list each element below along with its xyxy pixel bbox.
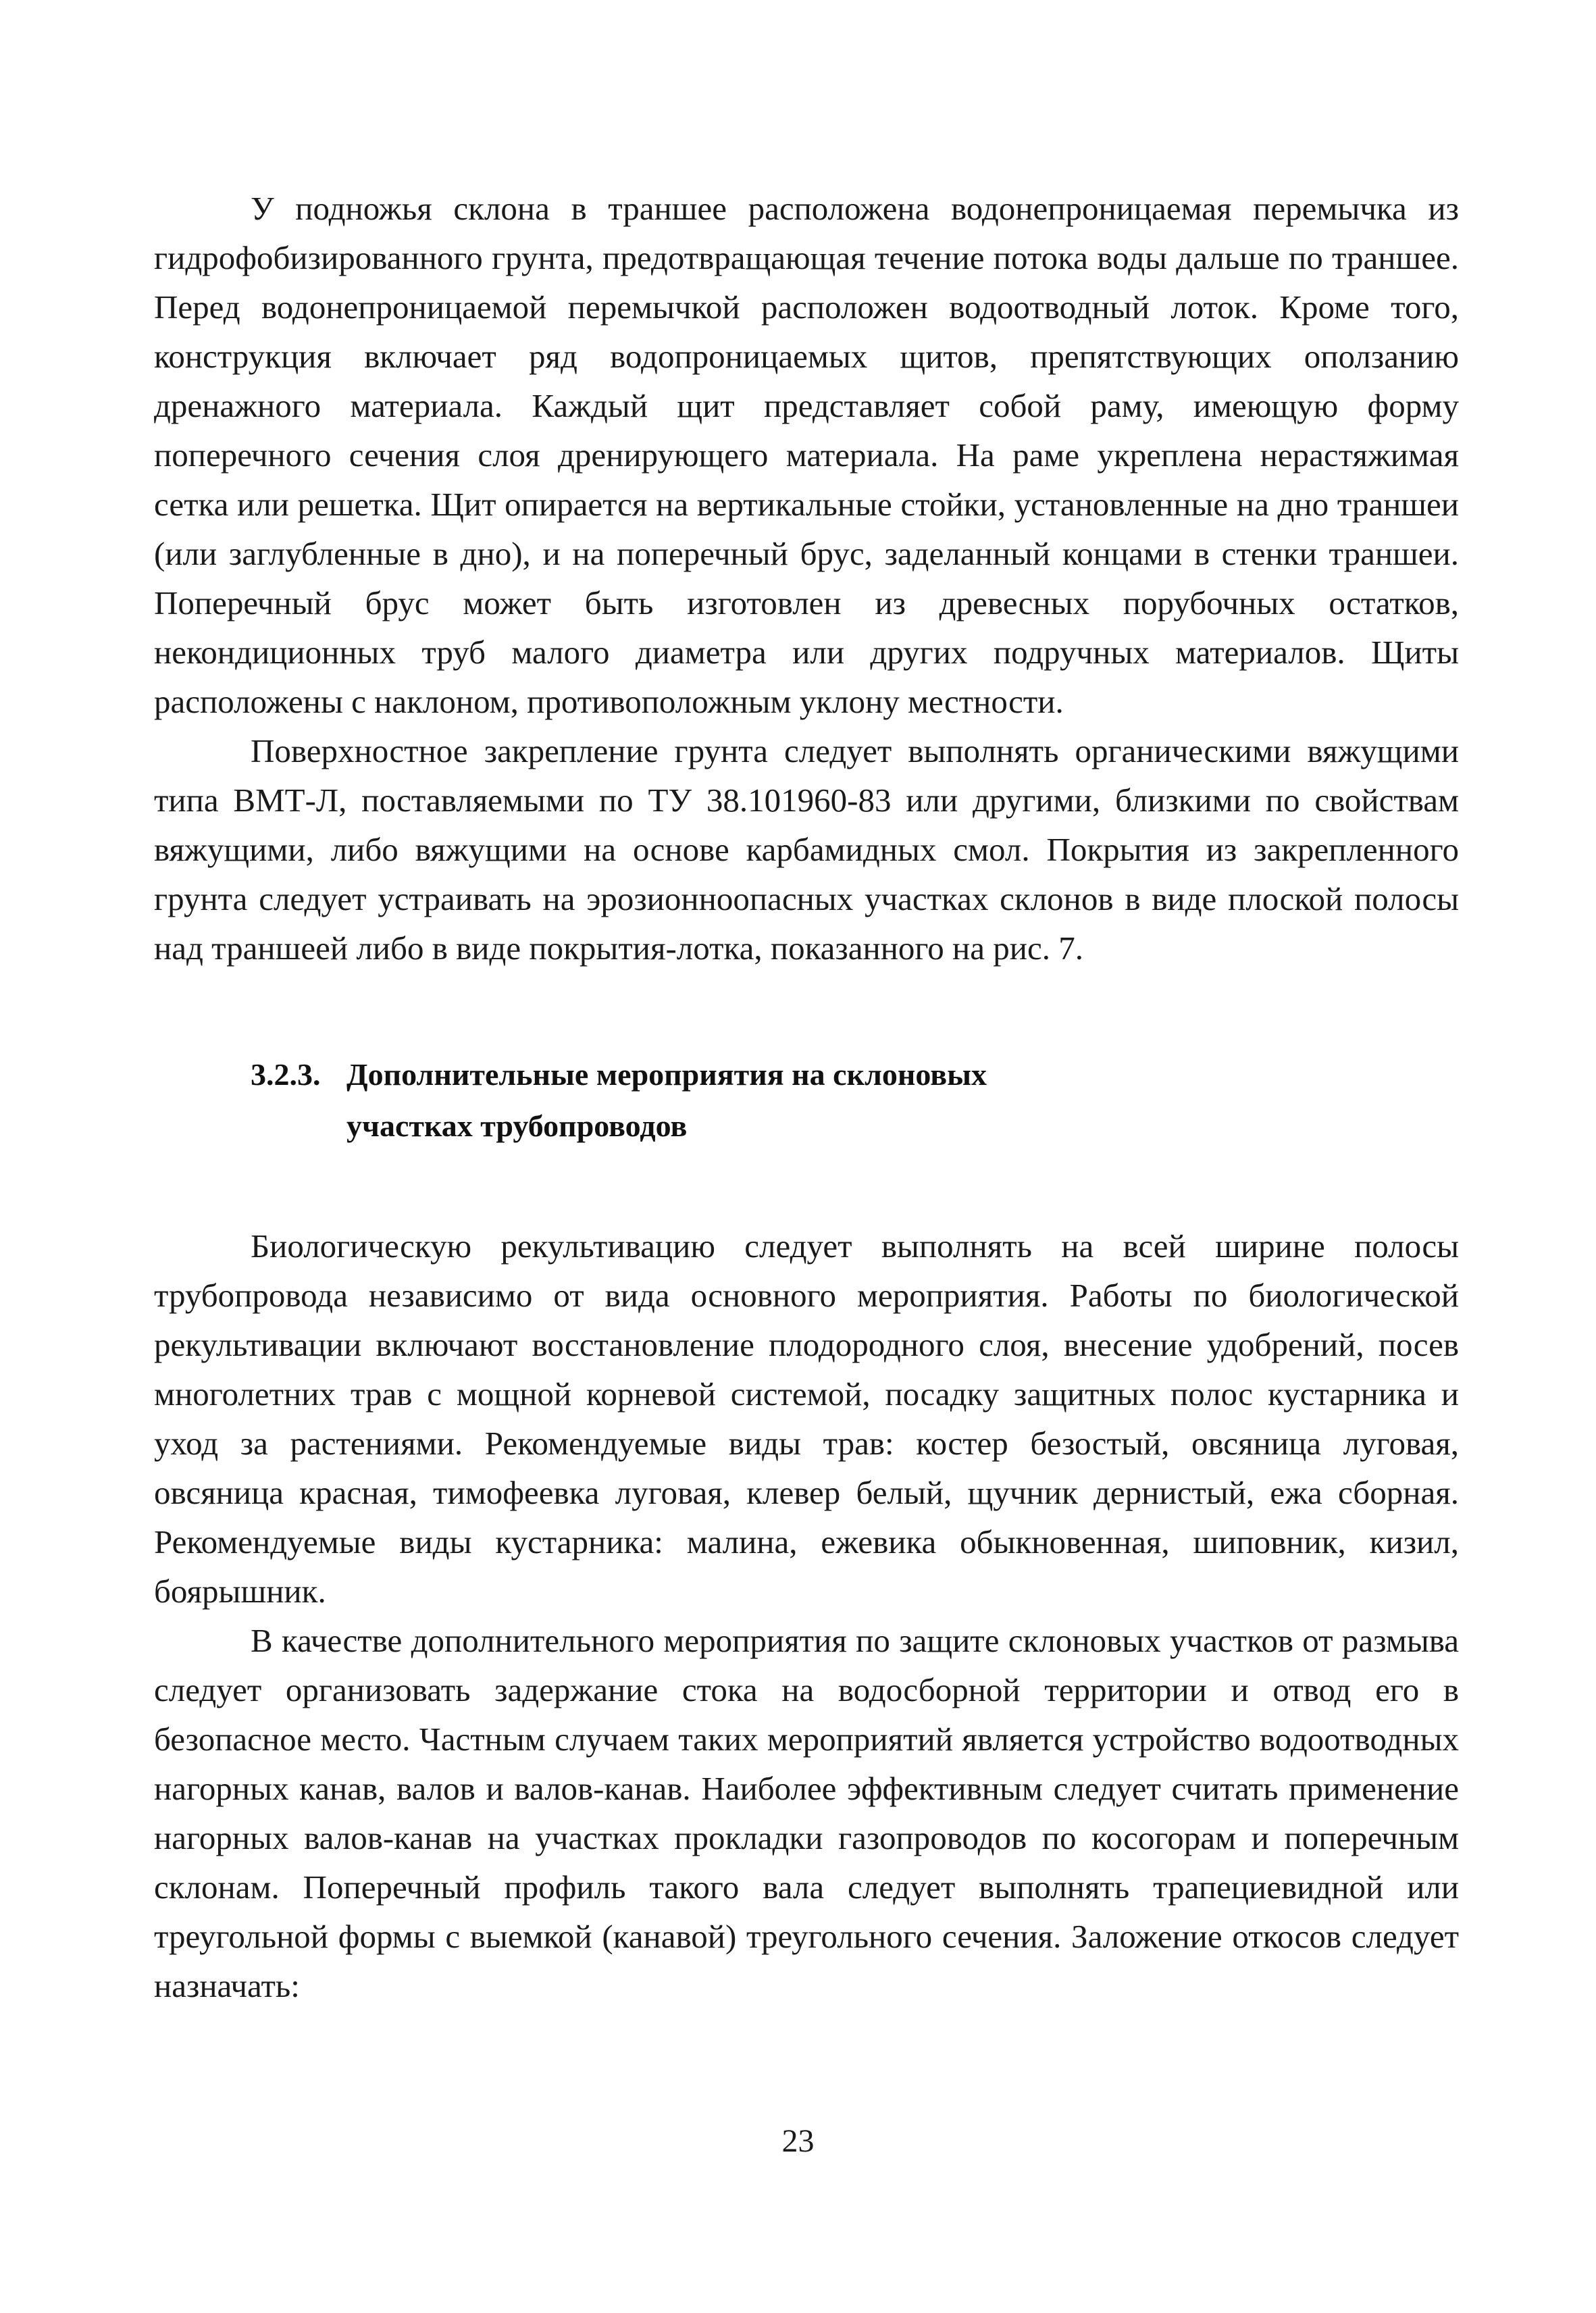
section-heading-line1: Дополнительные мероприятия на склоновых bbox=[346, 1057, 987, 1092]
body-text-section-1 bbox=[154, 184, 1459, 973]
section-heading-number: 3.2.3. bbox=[251, 1057, 321, 1092]
paragraph-runoff-retention: В качестве дополнительного мероприятия по защите склоновых участков от размыва следует организовать задержание стока на водосборной территории и отвод его в безопасное место. Частным случаем таких мероприятий является устройство водоотводных нагорных канав, валов и валов-канав. Наиболее эффективным следует считать применение нагорных валов-канав на участках прокладки газопроводов по косогорам и поперечным склонам. Поперечный профиль такого вала следует выполнять трапециевидной или треугольной формы с выемкой (канавой) треугольного сечения. Заложение откосов следует назначать: bbox=[154, 1622, 1459, 2004]
paragraph-biological-recultivation: Биологическую рекультивацию следует выполнять на всей ширине полосы трубопровода независимо от вида основного мероприятия. Работы по биологической рекультивации включают восстановление плодородного слоя, внесение удобрений, посев многолетних трав с мощной корневой системой, посадку защитных полос кустарника и уход за растениями. Рекомендуемые виды трав: костер безостый, овсяница луговая, овсяница красная, тимофеевка луговая, клевер белый, щучник дернистый, ежа сборная. Рекомендуемые виды кустарника: малина, ежевика обыкновенная, шиповник, кизил, боярышник. bbox=[154, 1227, 1459, 1610]
paragraph-surface-fixing: Поверхностное закрепление грунта следует выполнять органическими вяжущими типа ВМТ-Л, поставляемыми по ТУ 38.101960-83 или другими, близкими по свойствам вяжущими, либо вяжущими на основе карбамидных смол. Покрытия из закрепленного грунта следует устраивать на эрозионноопасных участках склонов в виде плоской полосы над траншеей либо в виде покрытия-лотка, показанного на рис. 7. bbox=[154, 732, 1459, 967]
section-heading-line2: участках трубопроводов bbox=[346, 1109, 688, 1143]
paragraph-trench-dam: У подножья склона в траншее расположена водонепроницаемая перемычка из гидрофобизированного грунта, предотвращающая течение потока воды дальше по траншее. Перед водонепроницаемой перемычкой расположен водоотводный лоток. Кроме того, конструкция включает ряд водопроницаемых щитов, препятствующих оползанию дренажного материала. Каждый щит представляет собой раму, имеющую форму поперечного сечения слоя дренирующего материала. На раме укреплена нерастяжимая сетка или решетка. Щит опирается на вертикальные стойки, установленные на дно траншеи (или заглубленные в дно), и на поперечный брус, заделанный концами в стенки траншеи. Поперечный брус может быть изготовлен из древесных порубочных остатков, некондиционных труб малого диаметра или других подручных материалов. Щиты расположены с наклоном, противоположным уклону местности. bbox=[154, 190, 1459, 720]
section-heading bbox=[251, 1049, 1196, 1152]
page-number: 23 bbox=[781, 2123, 815, 2159]
body-text-section-2 bbox=[154, 1221, 1459, 2010]
